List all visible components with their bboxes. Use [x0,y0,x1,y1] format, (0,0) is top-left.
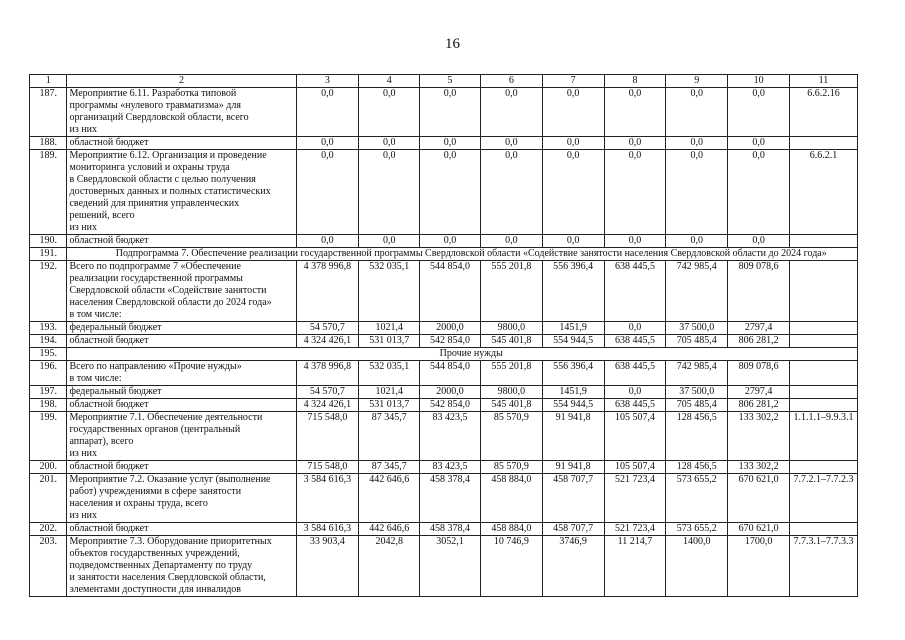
table-row [30,386,858,399]
amount-cell: 91 941,8 [542,461,604,474]
amount-cell: 555 201,8 [480,361,542,386]
indicator-code [790,386,858,399]
amount-cell: 1451,9 [542,386,604,399]
indicator-code: 6.6.2.1 [790,150,858,235]
item-name: Мероприятие 7.3. Оборудование приоритетных объектов государственных учреждений, подведомственных Департаменту по труду и занятости населения Свердловской области, элементами доступности для инвалидов [67,536,296,597]
header-cell: 4 [359,75,420,88]
indicator-code [790,399,858,412]
amount-cell: 0,0 [604,88,666,137]
header-cell: 1 [30,75,67,88]
amount-cell: 705 485,4 [666,335,728,348]
amount-cell: 458 884,0 [480,523,542,536]
indicator-code [790,523,858,536]
amount-cell: 0,0 [420,150,481,235]
indicator-code [790,335,858,348]
amount-cell: 0,0 [542,88,604,137]
budget-table [29,74,858,597]
row-number: 194. [30,335,67,348]
amount-cell: 2000,0 [420,322,481,335]
amount-cell: 33 903,4 [296,536,359,597]
row-number: 196. [30,361,67,386]
row-number: 193. [30,322,67,335]
amount-cell: 638 445,5 [604,361,666,386]
amount-cell: 809 078,6 [728,261,790,322]
row-number: 195. [30,348,67,361]
amount-cell: 0,0 [666,235,728,248]
amount-cell: 87 345,7 [359,412,420,461]
amount-cell: 0,0 [480,88,542,137]
amount-cell: 10 746,9 [480,536,542,597]
amount-cell: 3 584 616,3 [296,474,359,523]
amount-cell: 0,0 [604,386,666,399]
amount-cell: 542 854,0 [420,335,481,348]
amount-cell: 105 507,4 [604,461,666,474]
row-number: 202. [30,523,67,536]
amount-cell: 545 401,8 [480,399,542,412]
amount-cell: 638 445,5 [604,335,666,348]
table-row [30,261,858,322]
amount-cell: 37 500,0 [666,386,728,399]
amount-cell: 638 445,5 [604,261,666,322]
page-number: 16 [445,36,460,52]
row-number: 187. [30,88,67,137]
amount-cell: 742 985,4 [666,361,728,386]
item-name: Мероприятие 7.2. Оказание услуг (выполнение работ) учреждениями в сфере занятости населения и охраны труда, всего из них [67,474,296,523]
header-cell: 6 [480,75,542,88]
amount-cell: 85 570,9 [480,461,542,474]
amount-cell: 532 035,1 [359,361,420,386]
indicator-code [790,261,858,322]
section-heading: Подпрограмма 7. Обеспечение реализации государственной программы Свердловской области «Содействие занятости населения Свердловской области до 2024 года» [67,248,858,261]
indicator-code: 1.1.1.1–9.9.3.1 [790,412,858,461]
header-cell: 9 [666,75,728,88]
table-row [30,150,858,235]
amount-cell: 458 707,7 [542,474,604,523]
amount-cell: 554 944,5 [542,335,604,348]
item-name: Всего по подпрограмме 7 «Обеспечение реализации государственной программы Свердловской области «Содействие занятости населения Свердловской области до 2024 года» в том числе: [67,261,296,322]
row-number: 200. [30,461,67,474]
amount-cell: 458 707,7 [542,523,604,536]
amount-cell: 0,0 [359,150,420,235]
amount-cell: 544 854,0 [420,361,481,386]
amount-cell: 544 854,0 [420,261,481,322]
item-name: областной бюджет [67,137,296,150]
header-cell: 11 [790,75,858,88]
amount-cell: 554 944,5 [542,399,604,412]
amount-cell: 0,0 [359,88,420,137]
table-row [30,335,858,348]
indicator-code: 7.7.2.1–7.7.2.3 [790,474,858,523]
amount-cell: 4 324 426,1 [296,335,359,348]
header-cell: 5 [420,75,481,88]
amount-cell: 0,0 [296,150,359,235]
indicator-code: 6.6.2.16 [790,88,858,137]
amount-cell: 573 655,2 [666,474,728,523]
amount-cell: 742 985,4 [666,261,728,322]
row-number: 203. [30,536,67,597]
row-number: 198. [30,399,67,412]
indicator-code [790,322,858,335]
amount-cell: 0,0 [666,88,728,137]
row-number: 190. [30,235,67,248]
amount-cell: 2042,8 [359,536,420,597]
section-heading-row [30,248,858,261]
amount-cell: 1021,4 [359,386,420,399]
amount-cell: 0,0 [728,88,790,137]
amount-cell: 442 646,6 [359,523,420,536]
amount-cell: 0,0 [420,137,481,150]
amount-cell: 532 035,1 [359,261,420,322]
amount-cell: 806 281,2 [728,335,790,348]
amount-cell: 105 507,4 [604,412,666,461]
amount-cell: 638 445,5 [604,399,666,412]
section-heading: Прочие нужды [67,348,858,361]
amount-cell: 91 941,8 [542,412,604,461]
amount-cell: 806 281,2 [728,399,790,412]
item-name: областной бюджет [67,523,296,536]
amount-cell: 556 396,4 [542,361,604,386]
amount-cell: 1451,9 [542,322,604,335]
amount-cell: 0,0 [604,150,666,235]
amount-cell: 809 078,6 [728,361,790,386]
table-row [30,361,858,386]
item-name: Мероприятие 6.11. Разработка типовой программы «нулевого травматизма» для организаций Свердловской области, всего из них [67,88,296,137]
indicator-code [790,137,858,150]
amount-cell: 3052,1 [420,536,481,597]
amount-cell: 133 302,2 [728,412,790,461]
amount-cell: 556 396,4 [542,261,604,322]
row-number: 189. [30,150,67,235]
amount-cell: 0,0 [542,150,604,235]
table-row [30,523,858,536]
amount-cell: 0,0 [728,150,790,235]
row-number: 188. [30,137,67,150]
amount-cell: 458 378,4 [420,523,481,536]
item-name: федеральный бюджет [67,322,296,335]
row-number: 199. [30,412,67,461]
amount-cell: 0,0 [542,137,604,150]
amount-cell: 0,0 [728,235,790,248]
item-name: областной бюджет [67,235,296,248]
amount-cell: 0,0 [542,235,604,248]
header-cell: 8 [604,75,666,88]
amount-cell: 11 214,7 [604,536,666,597]
row-number: 197. [30,386,67,399]
amount-cell: 54 570,7 [296,386,359,399]
amount-cell: 0,0 [420,88,481,137]
header-cell: 2 [67,75,296,88]
amount-cell: 128 456,5 [666,412,728,461]
amount-cell: 83 423,5 [420,461,481,474]
amount-cell: 0,0 [604,322,666,335]
table-row [30,322,858,335]
amount-cell: 458 378,4 [420,474,481,523]
amount-cell: 0,0 [728,137,790,150]
table-row [30,474,858,523]
item-name: областной бюджет [67,461,296,474]
amount-cell: 545 401,8 [480,335,542,348]
amount-cell: 542 854,0 [420,399,481,412]
amount-cell: 0,0 [359,235,420,248]
amount-cell: 37 500,0 [666,322,728,335]
amount-cell: 0,0 [480,150,542,235]
header-cell: 7 [542,75,604,88]
amount-cell: 9800,0 [480,322,542,335]
amount-cell: 670 621,0 [728,474,790,523]
amount-cell: 521 723,4 [604,474,666,523]
item-name: Мероприятие 6.12. Организация и проведение мониторинга условий и охраны труда в Свердловской области с целью получения достоверных данных и полных статистических сведений для принятия управленческих решений, всего из них [67,150,296,235]
amount-cell: 573 655,2 [666,523,728,536]
table-row [30,235,858,248]
item-name: Всего по направлению «Прочие нужды» в том числе: [67,361,296,386]
amount-cell: 87 345,7 [359,461,420,474]
amount-cell: 715 548,0 [296,412,359,461]
amount-cell: 555 201,8 [480,261,542,322]
item-name: областной бюджет [67,335,296,348]
header-cell: 3 [296,75,359,88]
table-row [30,137,858,150]
amount-cell: 1700,0 [728,536,790,597]
header-cell: 10 [728,75,790,88]
amount-cell: 4 324 426,1 [296,399,359,412]
amount-cell: 1021,4 [359,322,420,335]
amount-cell: 0,0 [420,235,481,248]
amount-cell: 3746,9 [542,536,604,597]
amount-cell: 0,0 [604,235,666,248]
column-number-header [30,75,858,88]
amount-cell: 0,0 [296,235,359,248]
table-row [30,412,858,461]
amount-cell: 0,0 [480,137,542,150]
amount-cell: 2000,0 [420,386,481,399]
amount-cell: 4 378 996,8 [296,261,359,322]
amount-cell: 4 378 996,8 [296,361,359,386]
table-row [30,461,858,474]
table-row [30,399,858,412]
amount-cell: 0,0 [296,88,359,137]
amount-cell: 0,0 [359,137,420,150]
amount-cell: 521 723,4 [604,523,666,536]
indicator-code: 7.7.3.1–7.7.3.3 [790,536,858,597]
amount-cell: 128 456,5 [666,461,728,474]
amount-cell: 531 013,7 [359,335,420,348]
item-name: федеральный бюджет [67,386,296,399]
table-row [30,88,858,137]
amount-cell: 0,0 [604,137,666,150]
amount-cell: 0,0 [666,137,728,150]
amount-cell: 531 013,7 [359,399,420,412]
table-row [30,536,858,597]
amount-cell: 83 423,5 [420,412,481,461]
amount-cell: 0,0 [666,150,728,235]
amount-cell: 54 570,7 [296,322,359,335]
amount-cell: 2797,4 [728,386,790,399]
amount-cell: 0,0 [296,137,359,150]
row-number: 192. [30,261,67,322]
amount-cell: 2797,4 [728,322,790,335]
row-number: 201. [30,474,67,523]
amount-cell: 9800,0 [480,386,542,399]
amount-cell: 3 584 616,3 [296,523,359,536]
amount-cell: 442 646,6 [359,474,420,523]
row-number: 191. [30,248,67,261]
amount-cell: 1400,0 [666,536,728,597]
item-name: областной бюджет [67,399,296,412]
amount-cell: 133 302,2 [728,461,790,474]
amount-cell: 670 621,0 [728,523,790,536]
amount-cell: 0,0 [480,235,542,248]
indicator-code [790,361,858,386]
amount-cell: 85 570,9 [480,412,542,461]
indicator-code [790,235,858,248]
amount-cell: 458 884,0 [480,474,542,523]
item-name: Мероприятие 7.1. Обеспечение деятельности государственных органов (центральный аппарат), всего из них [67,412,296,461]
amount-cell: 715 548,0 [296,461,359,474]
amount-cell: 705 485,4 [666,399,728,412]
section-heading-row [30,348,858,361]
indicator-code [790,461,858,474]
